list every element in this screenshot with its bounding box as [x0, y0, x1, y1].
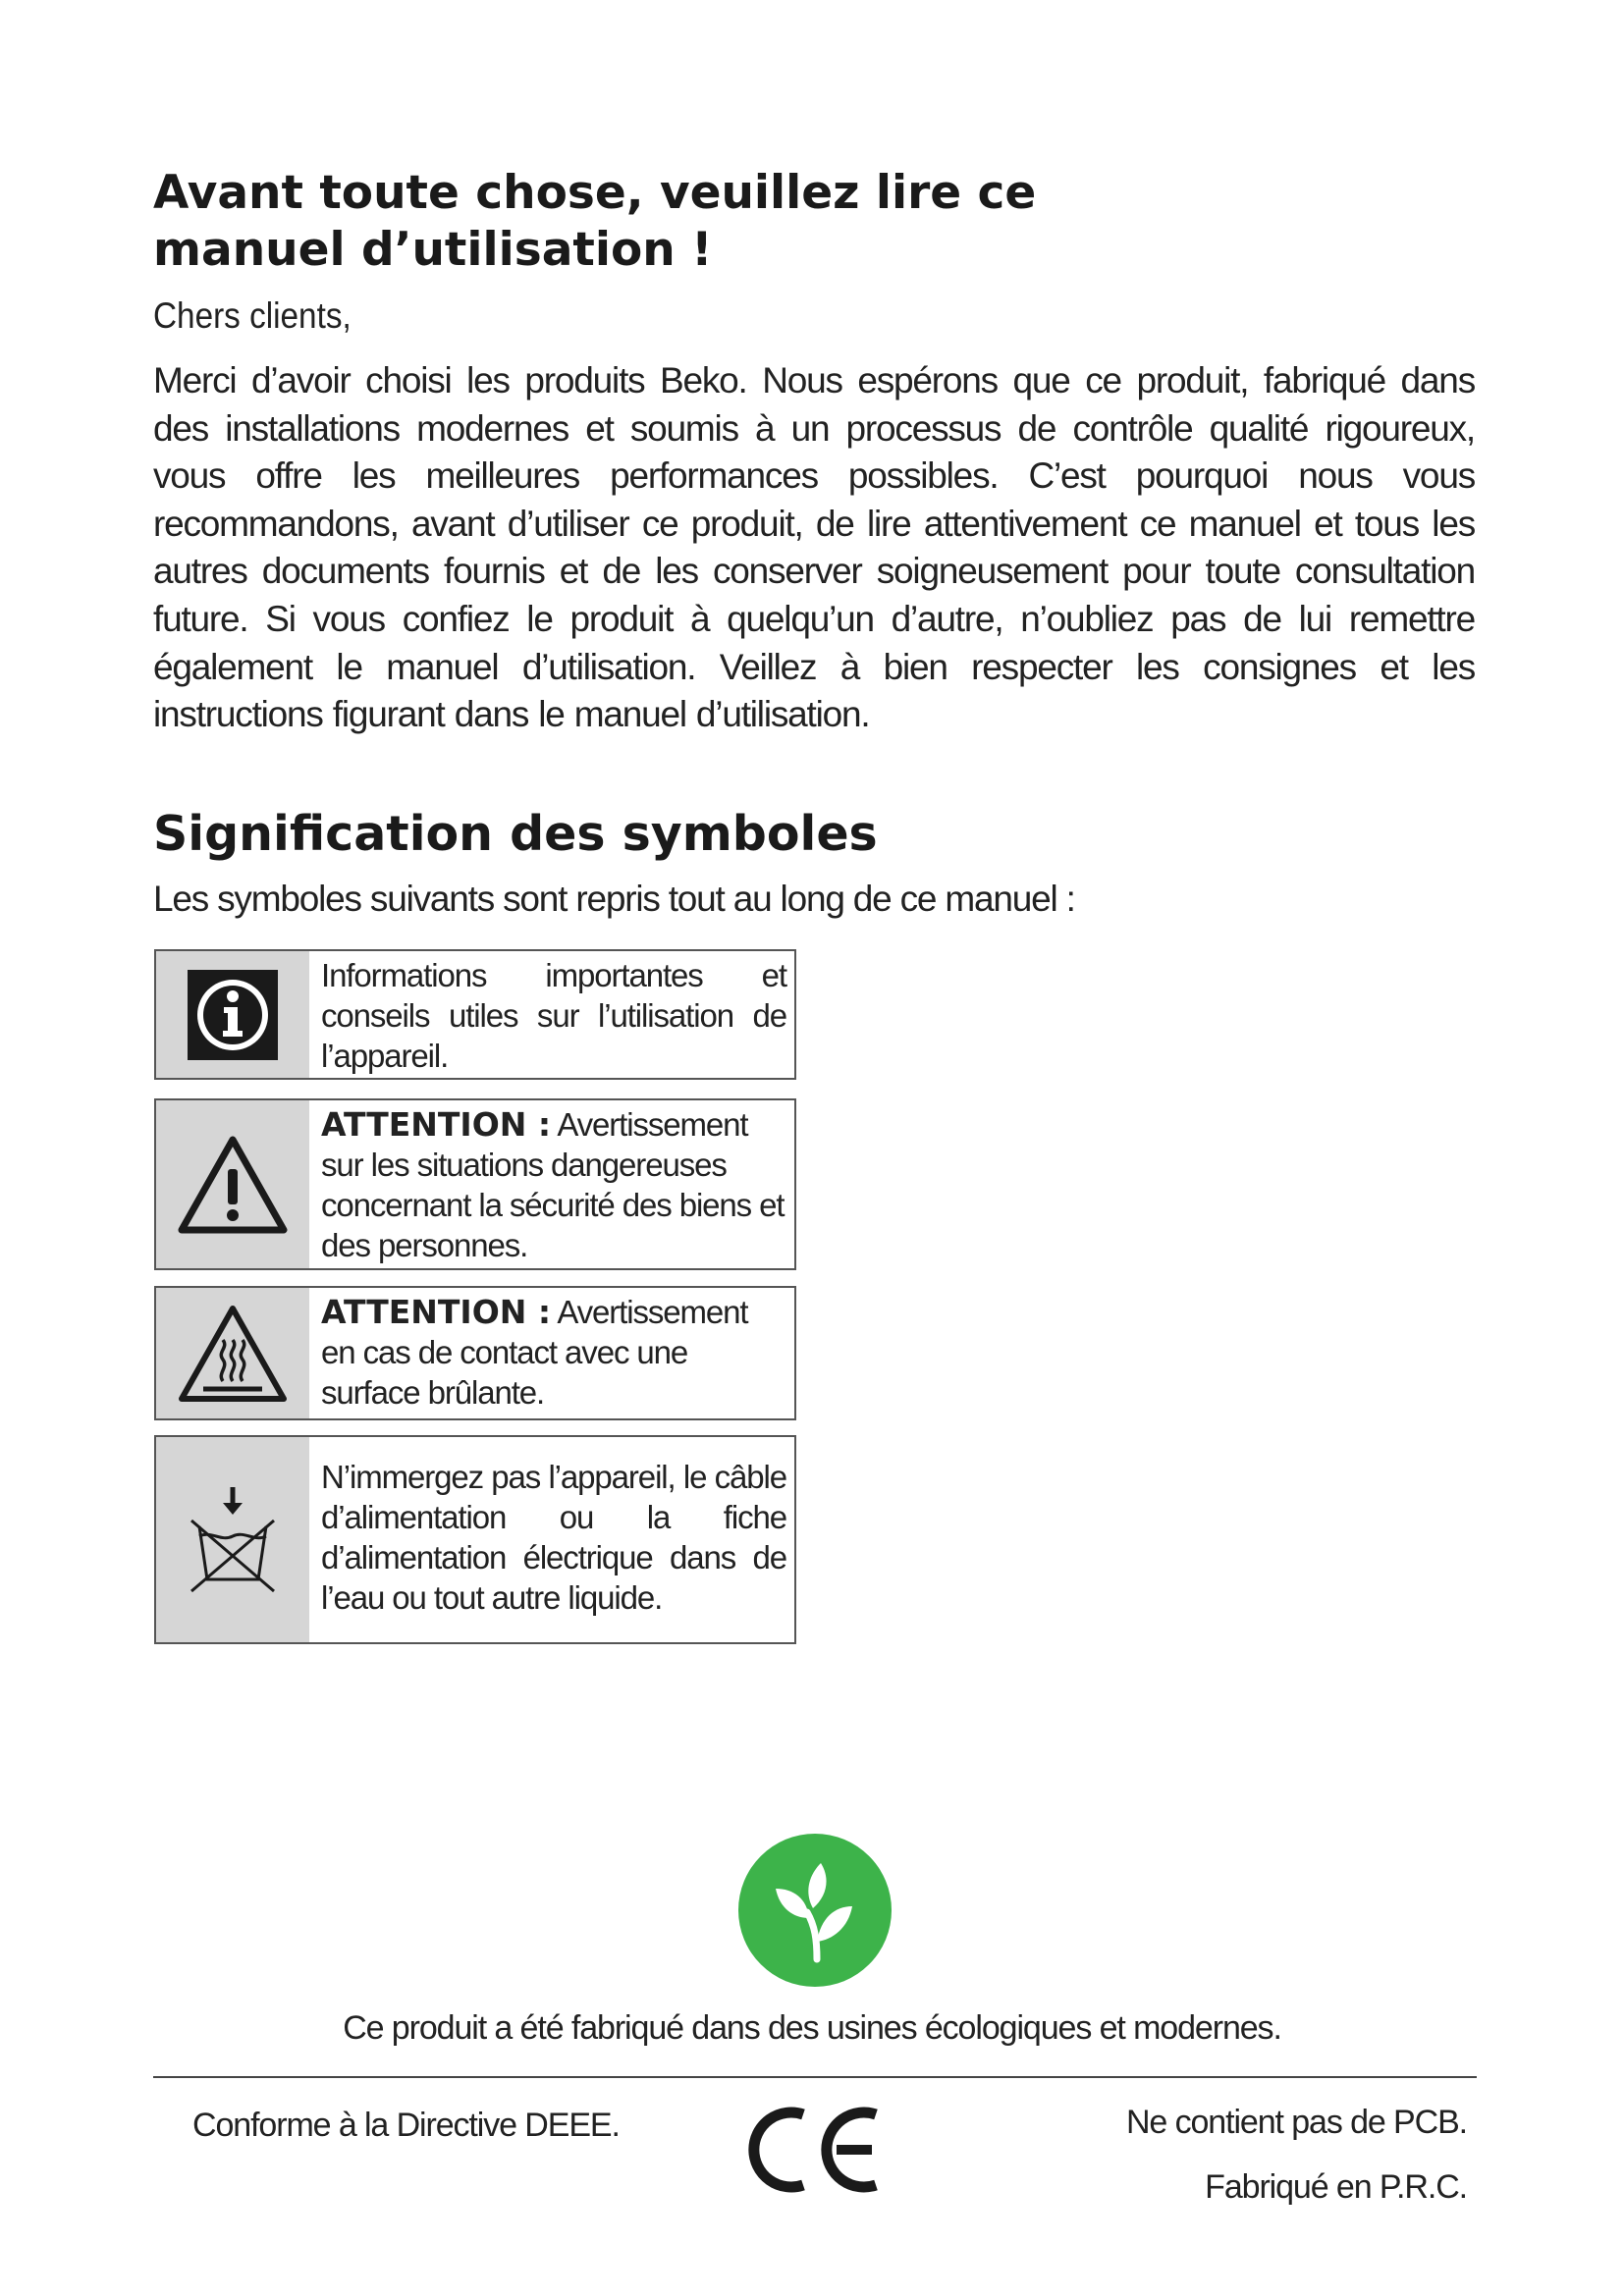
pcb-statement: Ne contient pas de PCB.: [1125, 2104, 1467, 2141]
symbol-text-no-immersion: [309, 1437, 794, 1642]
symbol-box-info: [154, 949, 796, 1080]
symbol-box-warning: [154, 1098, 796, 1270]
symbol-text-warning: [309, 1100, 794, 1268]
eco-statement: Ce produit a été fabriqué dans des usines écologiques et modernes.: [343, 2009, 1281, 2047]
greeting: Chers clients,: [153, 295, 352, 336]
symbols-subtitle: Les symboles suivants sont repris tout au long de ce manuel :: [153, 879, 1075, 919]
symbol-description: Informations importantes et conseils utiles sur l’utilisation de l’appareil.: [321, 957, 786, 1074]
warning-triangle-icon: [156, 1100, 309, 1268]
symbol-box-no-immersion: [154, 1435, 796, 1644]
symbol-text-info: [309, 951, 794, 1078]
symbol-description: Avertissement en cas de contact avec une surface brûlante.: [321, 1294, 748, 1411]
symbol-box-hot-surface: [154, 1286, 796, 1420]
symbol-label: ATTENTION :: [321, 1105, 552, 1144]
leaf-icon: [738, 1834, 892, 1991]
footer-divider: [153, 2076, 1477, 2078]
info-icon: [156, 951, 309, 1078]
symbol-text-hot-surface: [309, 1288, 794, 1418]
symbol-label: ATTENTION :: [321, 1293, 552, 1331]
no-immersion-icon: [156, 1437, 309, 1642]
page-title: Avant toute chose, veuillez lire ce manuel d’utilisation !: [153, 166, 1037, 277]
intro-paragraph: Merci d’avoir choisi les produits Beko. Nous espérons que ce produit, fabriqué dans des installations modernes et soumis à un processus de contrôle qualité rigoureux, vous offre les meilleures performances possibles. C’est pourquoi nous vous recommandons, avant d’utiliser ce produit, de lire attentivement ce manuel et tous les autres documents fournis et de les conserver soigneusement pour toute consultation future. Si vous confiez le produit à quelqu’un d’autre, n’oubliez pas de lui remettre également le manuel d’utilisation. Veillez à bien respecter les consignes et les instructions figurant dans le manuel d’utilisation.: [153, 360, 1475, 735]
hot-surface-icon: [156, 1288, 309, 1418]
symbol-description: N’immergez pas l’appareil, le câble d’alimentation ou la fiche d’alimentation électrique dans de l’eau ou tout autre liquide.: [321, 1459, 786, 1616]
symbol-description: Avertissement sur les situations dangereuses concernant la sécurité des biens et des personnes.: [321, 1106, 785, 1263]
symbols-heading: Signification des symboles: [153, 806, 878, 862]
origin-statement: Fabriqué en P.R.C.: [1205, 2168, 1467, 2206]
weee-compliance: Conforme à la Directive DEEE.: [192, 2107, 620, 2144]
ce-mark-icon: [746, 2103, 884, 2201]
